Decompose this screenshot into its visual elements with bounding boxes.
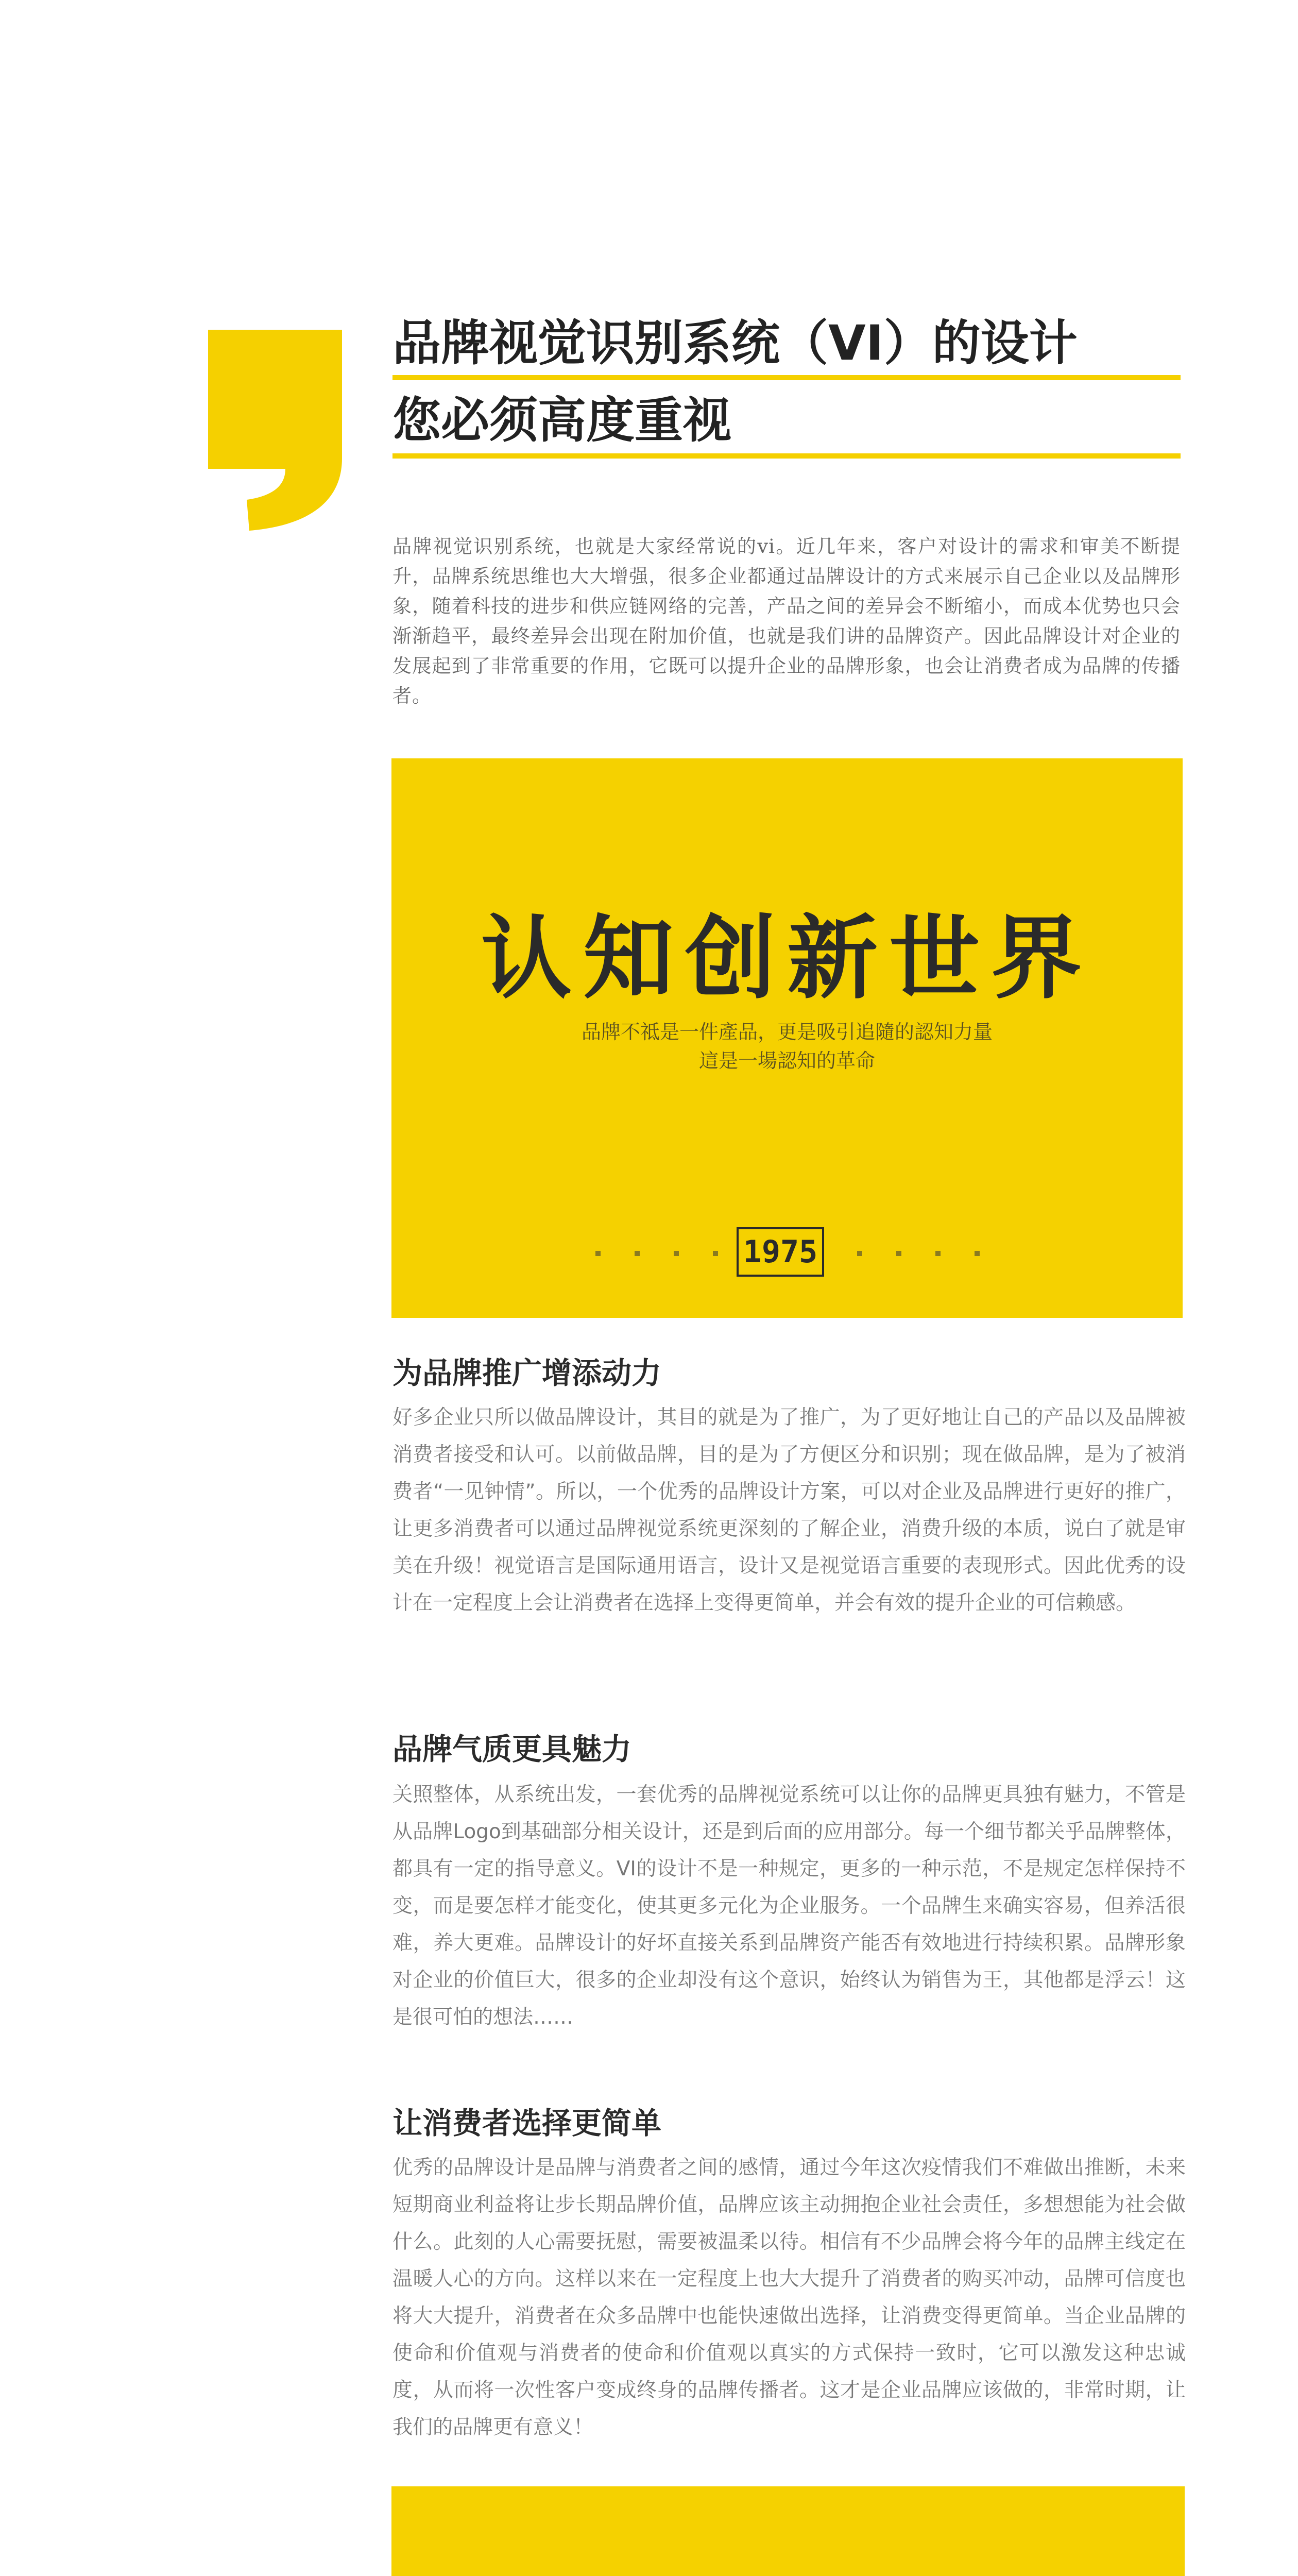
section-body-promotion: 好多企业只所以做品牌设计，其目的就是为了推广，为了更好地让自己的产品以及品牌被消费者接受和认可。以前做品牌，目的是为了方便区分和识别；现在做品牌，是为了被消费者“一见钟情”。所以，一个优秀的品牌设计方案，可以对企业及品牌进行更好的推广，让更多消费者可以通过品牌视觉系统更深刻的了解企业，消费升级的本质，说白了就是审美在升级！视觉语言是国际通用语言，设计又是视觉语言重要的表现形式。因此优秀的设计在一定程度上会让消费者在选择上变得更简单，并会有效的提升企业的可信赖感。 — [392, 1406, 1186, 1615]
page-title-line-1: 品牌视觉识别系统（VI）的设计 — [392, 315, 1078, 371]
page-title-line-2: 您必须高度重视 — [392, 393, 732, 449]
banner-subline-2: 這是一場認知的革命 — [698, 1049, 875, 1072]
year-badge: 1975 — [737, 1227, 824, 1277]
title-underline-2 — [392, 453, 1181, 459]
section-title-promotion: 为品牌推广增添动力 — [392, 1355, 662, 1391]
year-row — [391, 1227, 1183, 1279]
section-body-charm: 关照整体，从系统出发，一套优秀的品牌视觉系统可以让你的品牌更具独有魅力，不管是从品牌Logo到基础部分相关设计，还是到后面的应用部分。每一个细节都关乎品牌整体，都具有一定的指导意义。VI的设计不是一种规定，更多的一种示范，不是规定怎样保持不变，而是要怎样才能变化，使其更多元化为企业服务。一个品牌生来确实容易，但养活很难，养大更难。品牌设计的好坏直接关系到品牌资产能否有效地进行持续积累。品牌形象对企业的价值巨大，很多的企业却没有这个意识，始终认为销售为王，其他都是浮云！这是很可怕的想法…… — [392, 1783, 1186, 2029]
banner-subline-1: 品牌不祗是一件產品，更是吸引追隨的認知力量 — [581, 1021, 993, 1043]
banner-slogan: 认知创新世界 — [481, 905, 1093, 1011]
yellow-comma-icon — [208, 330, 342, 531]
right-dots — [857, 1251, 980, 1256]
left-dots — [595, 1251, 718, 1256]
section-title-charm: 品牌气质更具魅力 — [392, 1732, 632, 1767]
intro-paragraph: 品牌视觉识别系统，也就是大家经常说的vi。近几年来，客户对设计的需求和审美不断提升，品牌系统思维也大大增强，很多企业都通过品牌设计的方式来展示自己企业以及品牌形象，随着科技的进步和供应链网络的完善，产品之间的差异会不断缩小，而成本优势也只会渐渐趋平，最终差异会出现在附加价值，也就是我们讲的品牌资产。因此品牌设计对企业的发展起到了非常重要的作用，它既可以提升企业的品牌形象，也会让消费者成为品牌的传播者。 — [392, 535, 1181, 707]
section-title-simpler-choice: 让消费者选择更简单 — [392, 2106, 662, 2141]
slogan-banner — [391, 758, 1183, 1318]
section-body-simpler-choice: 优秀的品牌设计是品牌与消费者之间的感情，通过今年这次疫情我们不难做出推断，未来短期商业利益将让步长期品牌价值，品牌应该主动拥抱企业社会责任，多想想能为社会做什么。此刻的人心需要抚慰，需要被温柔以待。相信有不少品牌会将今年的品牌主线定在温暖人心的方向。这样以来在一定程度上也大大提升了消费者的购买冲动，品牌可信度也将大大提升，消费者在众多品牌中也能快速做出选择，让消费变得更简单。当企业品牌的使命和价值观与消费者的使命和价值观以真实的方式保持一致时，它可以激发这种忠诚度，从而将一次性客户变成终身的品牌传播者。这才是企业品牌应该做的，非常时期，让我们的品牌更有意义！ — [392, 2156, 1186, 2439]
title-underline-1 — [392, 375, 1181, 380]
logo-panel — [391, 2486, 1185, 2576]
